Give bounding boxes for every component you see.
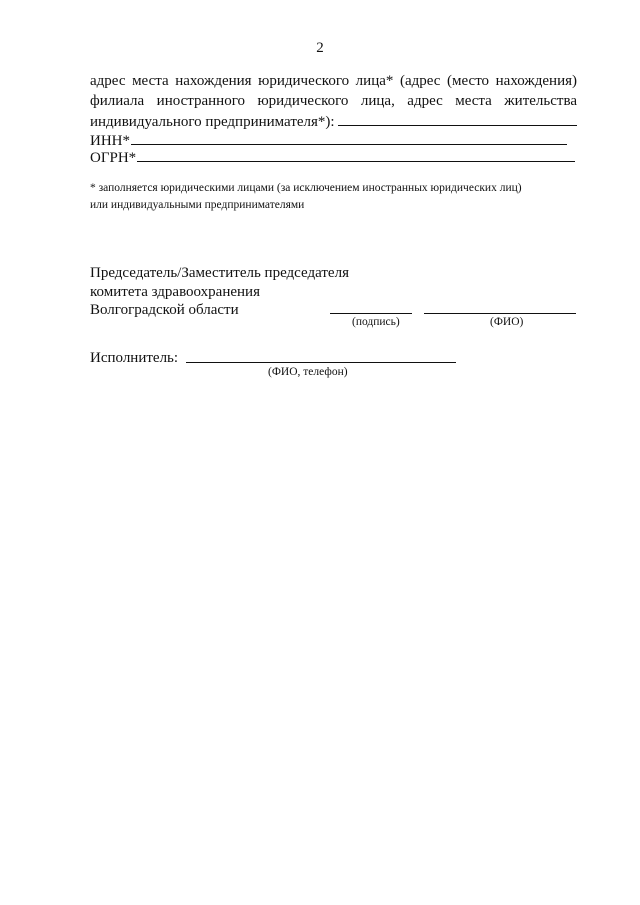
ogrn-label: ОГРН* [90, 150, 137, 166]
signature-caption: (подпись) [352, 316, 400, 328]
fio-caption: (ФИО) [490, 316, 524, 328]
footnote-line-2: или индивидуальными предпринимателями [90, 199, 305, 211]
executor-label: Исполнитель: [90, 350, 179, 366]
inn-label: ИНН* [90, 133, 130, 149]
address-line-2: филиала иностранного юридического лица, адрес места жительства [90, 93, 577, 109]
inn-fill-line[interactable] [131, 131, 567, 145]
address-fill-line[interactable] [338, 112, 577, 126]
signer-title-line-3: Волгоградской области [90, 302, 239, 318]
executor-fill-line[interactable] [186, 362, 456, 363]
address-line-3 [90, 112, 577, 131]
address-line-3-text: индивидуального предпринимателя*): [90, 114, 335, 130]
ogrn-row [90, 148, 575, 167]
fio-fill-line[interactable] [424, 313, 576, 314]
signer-title-line-2: комитета здравоохранения [90, 284, 260, 300]
page-number: 2 [316, 40, 324, 56]
footnote-line-1: * заполняется юридическими лицами (за исключением иностранных юридических лиц) [90, 182, 522, 194]
signer-title-line-1: Председатель/Заместитель председателя [90, 265, 349, 281]
ogrn-fill-line[interactable] [137, 148, 575, 162]
address-line-1: адрес места нахождения юридического лица* (адрес (место нахождения) [90, 73, 577, 89]
executor-caption: (ФИО, телефон) [268, 366, 348, 378]
signature-fill-line[interactable] [330, 313, 412, 314]
